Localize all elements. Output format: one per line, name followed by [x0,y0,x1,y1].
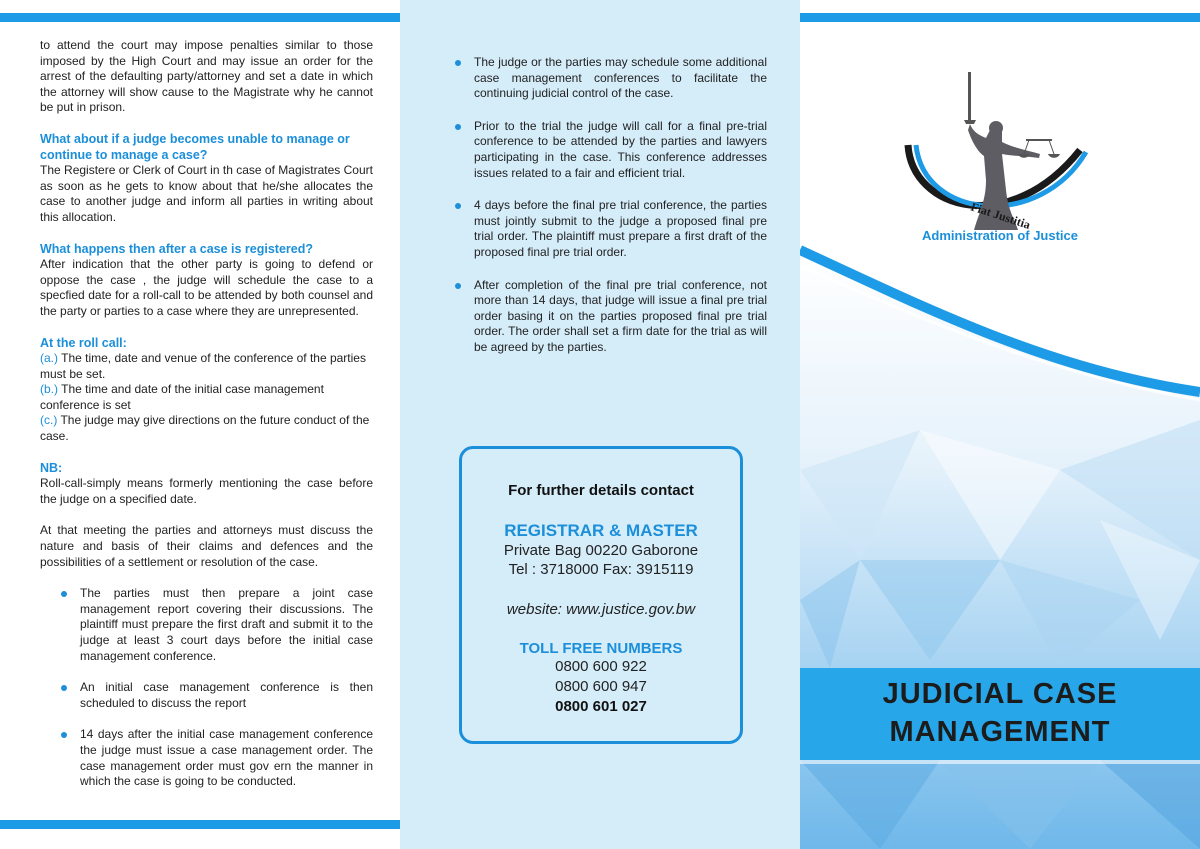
roll-label-c: (c.) [40,413,58,428]
middle-bullet-list [474,55,767,356]
list-item [474,278,767,356]
tollfree-number-3: 0800 601 027 [555,698,647,715]
paragraph-after-registered: After indication that the other party is going to defend or oppose the case , the judge will schedule the case to a specfied date for a roll-call to be attended by both counsel and the party or parties to a case where they are unrepresented. [40,257,373,318]
list-item [474,198,767,260]
bullet-icon [61,591,67,597]
left-column [40,38,373,806]
roll-item-c [40,413,373,444]
bullet-text: The parties must then prepare a joint case management report covering their discussions. The plaintiff must prepare the first draft and submit it to the judge at least 3 court days before the initial case management conference. [80,586,373,663]
list-item [80,586,373,664]
bullet-text: An initial case management conference is then scheduled to discuss the report [80,680,373,710]
justice-statue-logo-icon [890,60,1100,250]
roll-extra-a: must be set. [40,366,106,381]
bullet-text: 4 days before the final pre trial conference, the parties must jointly submit to the judge a proposed final pre trial order. The plaintiff must prepare a first draft of the proposed final pre trial order. [474,198,767,259]
contact-title: For further details contact [508,482,694,499]
roll-text-b: The time and date of the initial case management conference is set [40,382,324,412]
heading-after-registered: What happens then after a case is registered? [40,241,313,256]
heading-nb: NB: [40,460,63,475]
roll-item-b [40,382,373,413]
contact-org: REGISTRAR & MASTER [504,521,698,540]
paragraph-judge-unable: The Registere or Clerk of Court in th case of Magistrates Court as soon as he gets to know about that he/she allocates the case to another judge and inform all parties in writing about this allocation. [40,163,373,224]
heading-judge-unable: What about if a judge becomes unable to manage or continue to manage a case? [40,131,350,162]
tollfree-number-2: 0800 600 947 [555,678,647,695]
list-item [80,727,373,789]
bullet-icon [455,283,461,289]
bullet-icon [61,685,67,691]
title-line-2: MANAGEMENT [889,716,1111,748]
bullet-icon [455,60,461,66]
contact-box [459,446,743,744]
logo-caption: Administration of Justice [921,228,1079,243]
bullet-icon [455,124,461,130]
logo-motto: Fiat Justitia [969,199,1033,232]
paragraph-meeting: At that meeting the parties and attorneys must discuss the nature and basis of their claims and defences and the possibilities of a settlement or resolution of the case. [40,523,373,569]
left-bullet-list [80,586,373,790]
heading-roll-call: At the roll call: [40,335,127,350]
bullet-icon [61,732,67,738]
contact-phone: Tel : 3718000 Fax: 3915119 [508,561,694,578]
list-item [80,680,373,711]
middle-column [474,55,767,373]
bottom-accent-bar [0,820,400,829]
bullet-text: The judge or the parties may schedule some additional case management conferences to facilitate the continuing judicial control of the case. [474,55,767,101]
right-panel [800,0,1200,849]
tollfree-heading: TOLL FREE NUMBERS [519,640,683,657]
list-item [474,55,767,102]
title-band [800,668,1200,760]
roll-text-a: The time, date and venue of the conference of the parties [58,351,366,366]
contact-website[interactable]: website: www.justice.gov.bw [506,601,696,618]
intro-paragraph: to attend the court may impose penalties similar to those imposed by the High Court and may issue an order for the arrest of the defaulting party/attorney and set a date in which the attorney will show cause to the Magistrate why he cannot be put in prison. [40,38,373,115]
tollfree-number-1: 0800 600 922 [555,658,647,675]
roll-label-a: (a.) [40,351,58,366]
bullet-icon [455,203,461,209]
roll-item-a [40,351,373,382]
roll-text-c: The judge may give directions on the future conduct of the case. [40,413,370,444]
roll-label-b: (b.) [40,382,58,397]
middle-panel [400,0,800,849]
bullet-text: After completion of the final pre trial conference, not more than 14 days, that judge will issue a final pre trial order basing it on the parties proposed final pre trial order. The order shall set a firm date for the trial as will be agreed by the parties. [474,277,767,354]
left-panel [0,0,400,849]
bullet-text: Prior to the trial the judge will call for a final pre-trial conference to be attended by the parties and lawyers participating in the case. This conference addresses issues related to a fair and efficient trial. [474,118,767,180]
bullet-text: 14 days after the initial case management conference the judge must issue a case management order. The case management order must gov ern the manner in which the case is going to be conducted. [80,727,373,789]
top-accent-bar [0,13,400,22]
contact-address: Private Bag 00220 Gaborone [503,542,699,559]
list-item [474,119,767,181]
title-line-1: JUDICIAL CASE [882,678,1118,710]
paragraph-nb: Roll-call-simply means formerly mentioning the case before the judge on a specified date. [40,476,373,506]
